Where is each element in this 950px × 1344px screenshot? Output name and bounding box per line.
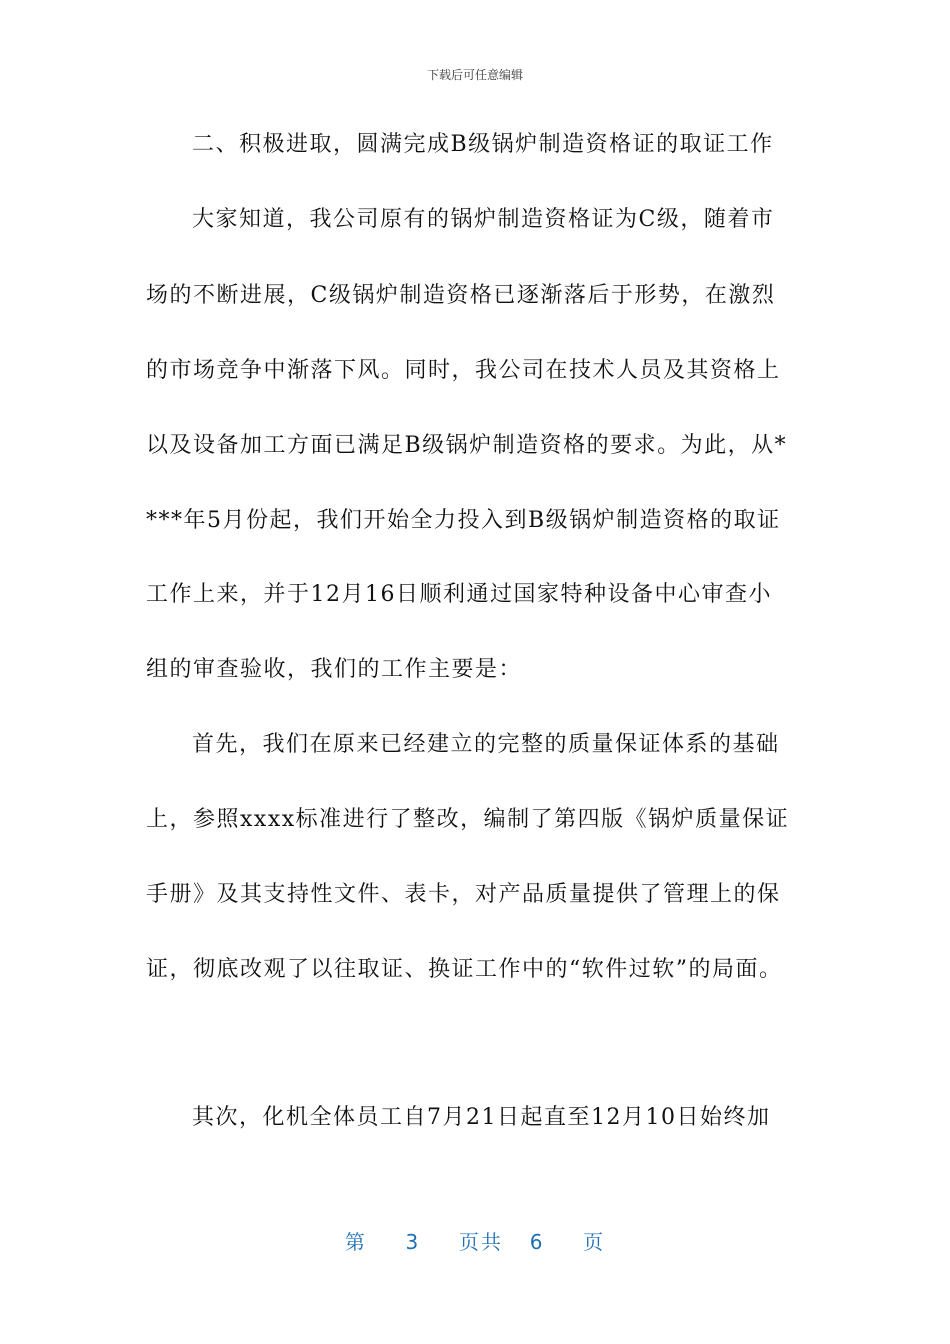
paragraph-line: 的市场竞争中渐落下风。同时，我公司在技术人员及其资格上: [146, 358, 781, 383]
paragraph-line: 其次，化机全体员工自7月21日起直至12月10日始终加: [192, 1105, 771, 1130]
paragraph-line: 以及设备加工方面已满足B级锅炉制造资格的要求。为此，从*: [146, 433, 788, 458]
paragraph-line: 组的审查验收，我们的工作主要是：: [146, 657, 523, 682]
total-word: 页共: [459, 1230, 503, 1254]
paragraph-line: 工作上来，并于12月16日顺利通过国家特种设备中心审查小: [146, 582, 772, 607]
page-suffix: 页: [583, 1230, 606, 1254]
paragraph-line: 手册》及其支持性文件、表卡，对产品质量提供了管理上的保: [146, 882, 781, 907]
paragraph-line: 上，参照xxxx标准进行了整改，编制了第四版《锅炉质量保证: [146, 807, 790, 832]
section-heading: 二、积极进取，圆满完成B级锅炉制造资格证的取证工作: [192, 132, 774, 157]
paragraph-line: 证，彻底改观了以往取证、换证工作中的“软件过软”的局面。: [146, 957, 783, 982]
paragraph-line: ***年5月份起，我们开始全力投入到B级锅炉制造资格的取证: [146, 508, 781, 533]
page-number: 3: [405, 1230, 421, 1254]
paragraph-line: 场的不断进展，C级锅炉制造资格已逐渐落后于形势，在激烈: [146, 283, 776, 308]
page-footer: [0, 1226, 950, 1255]
page-word: 第: [344, 1230, 367, 1254]
total-pages: 6: [529, 1230, 545, 1254]
header-note: 下载后可任意编辑: [426, 68, 523, 82]
paragraph-line: 大家知道，我公司原有的锅炉制造资格证为C级，随着市: [192, 207, 775, 232]
paragraph-line: 首先，我们在原来已经建立的完整的质量保证体系的基础: [192, 732, 780, 757]
